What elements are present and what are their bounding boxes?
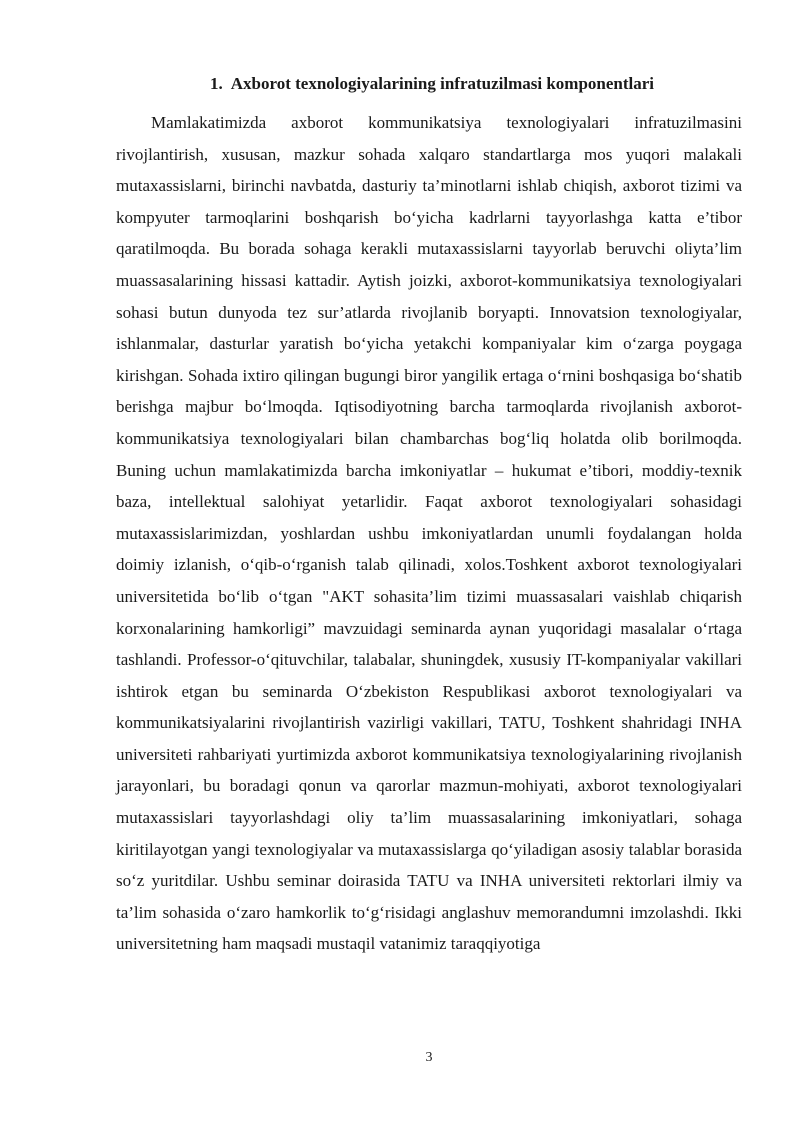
paragraph-text: Mamlakatimizda axborot kommunikatsiya texnologiyalari infratuzilmasini rivojlantirish, xususan, mazkur sohada xalqaro standartlarga mos yuqori malakali mutaxassislarni, birinchi navbatda, dasturiy ta’minotlarni ishlab chiqish, axborot tizimi va kompyuter tarmoqlarini boshqarish bo‘yicha kadrlarni tayyorlashga katta e’tibor qaratilmoqda. Bu borada sohaga kerakli mutaxassislarni tayyorlab beruvchi oliyta’lim muassasalarining hissasi kattadir. Aytish joizki, axborot-kommunikatsiya texnologiyalari sohasi butun dunyoda tez sur’atlarda rivojlanib boryapti. Innovatsion texnologiyalar, ishlanmalar, dasturlar yaratish bo‘yicha yetakchi kompaniyalar kim o‘zarga poygaga kirishgan. Sohada ixtiro qilingan bugungi biror yangilik ertaga o‘rnini boshqasiga bo‘shatib berishga majbur bo‘lmoqda. Iqtisodiyotning barcha tarmoqlarda rivojlanish axborot-kommunikatsiya texnologiyalari bilan chambarchas bog‘liq holatda olib borilmoqda. Buning uchun mamlakatimizda barcha imkoniyatlar – hukumat e’tibori, moddiy-texnik baza, intellektual salohiyat yetarlidir. Faqat axborot texnologiyalari sohasidagi mutaxassislarimizdan, yoshlardan ushbu imkoniyatlardan unumli foydalangan holda doimiy izlanish, o‘qib-o‘rganish talab qilinadi, xolos.Toshkent axborot texnologiyalari universitetida bo‘lib o‘tgan "AKT sohasita’lim tizimi muassasalari vaishlab chiqarish korxonalarining hamkorligi” mavzuidagi seminarda aynan yuqoridagi masalalar o‘rtaga tashlandi. Professor-o‘qituvchilar, talabalar, shuningdek, xususiy IT-kompaniyalar vakillari ishtirok etgan bu seminarda O‘zbekiston Respublikasi axborot texnologiyalari va kommunikatsiyalarini rivojlantirish vazirligi vakillari, TATU, Toshkent shahridagi INHA universiteti rahbariyati yurtimizda axborot kommunikatsiya texnologiyalarining rivojlanish jarayonlari, bu boradagi qonun va qarorlar mazmun-mohiyati, axborot texnologiyalari mutaxassislari tayyorlashdagi oliy ta’lim muassasalarining imkoniyatlari, sohaga kiritilayotgan yangi texnologiyalar va mutaxassislarga qo‘yiladigan asosiy talablar borasida so‘z yuritdilar. Ushbu seminar doirasida TATU va INHA universiteti rektorlari ilmiy va ta’lim sohasida o‘zaro hamkorlik to‘g‘risidagi anglashuv memorandumni imzolashdi. Ikki universitetning ham maqsadi mustaqil vatanimiz taraqqiyotiga [116,113,742,954]
section-number: 1. [210,74,223,93]
page-number: 3 [425,1050,433,1065]
section-title: Axborot texnologiyalarining infratuzilmasi komponentlari [230,74,655,93]
section-heading [210,74,654,94]
body-paragraph [116,107,742,960]
